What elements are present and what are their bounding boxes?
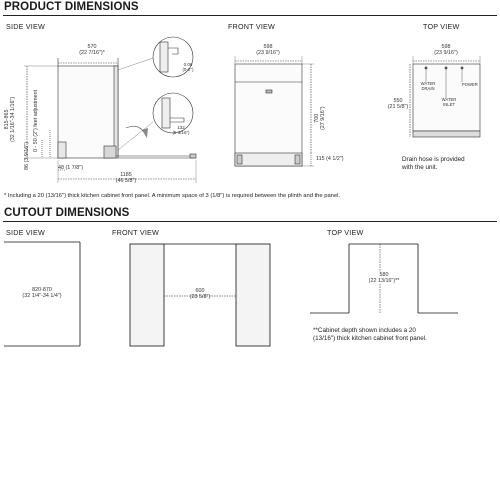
water-inlet-label: WATER INLET (441, 97, 457, 107)
side-depth-in: (22 7/16")* (79, 50, 105, 57)
top-depth-label (386, 98, 410, 110)
side-height-in: (32 1/16"-34 1/16") (10, 96, 17, 142)
drain-hose-note (402, 156, 465, 171)
door-swing-arrowhead (142, 128, 148, 138)
power-label: POWER (462, 82, 478, 87)
front-base-label: 115 (4 1/2") (316, 156, 344, 162)
cutout-top-view-label: TOP VIEW (327, 228, 364, 237)
product-side-view-label: SIDE VIEW (6, 22, 45, 31)
cutout-top-depth-label (362, 272, 406, 284)
top-door-panel (413, 131, 480, 137)
cutout-side-height-in: (32 1/4"-34 1/4") (22, 293, 62, 300)
front-plinth (235, 153, 302, 166)
cutout-top-depth-mm: 580 (379, 272, 389, 278)
side-cabinet-outline (58, 66, 118, 158)
detail-gap1-label (178, 62, 198, 72)
detail-gap1-mm: 0.08 (183, 62, 193, 67)
front-handle (266, 90, 272, 93)
side-door-handle (190, 154, 196, 158)
cutout-side-height-label (14, 287, 70, 299)
front-height-mm: 700 (314, 113, 320, 123)
front-width-mm: 598 (263, 44, 273, 50)
cabinet-note-line2: (13/16") thick kitchen cabinet front panel. (313, 334, 427, 342)
cutout-front-left-cabinet (130, 244, 164, 346)
drain-note-line1: Drain hose is provided (402, 156, 465, 163)
side-door-bottom-label: 48 (1 7/8") (58, 165, 83, 171)
front-cabinet-outline (235, 64, 302, 166)
product-footnote: * Including a 20 (13/16") thick kitchen cabinet front panel. A minimum space of 3 (1/8") is required between the plinth and the panel. (4, 193, 341, 199)
top-depth-in: (21 5/8") (387, 104, 409, 111)
front-height-in: (27 9/16") (320, 106, 327, 130)
side-height-label (4, 97, 16, 142)
side-plinth-label: 86 (3 9/16") (24, 142, 30, 170)
product-dimensions-title: PRODUCT DIMENSIONS (4, 1, 139, 13)
side-door-panel (114, 66, 118, 156)
cutout-front-width-label (180, 288, 220, 300)
cutout-dimensions-title: CUTOUT DIMENSIONS (4, 207, 130, 219)
detail-gap1-in: (0-2") (182, 67, 194, 72)
cutout-front-width-in: (23 5/8") (189, 294, 211, 301)
water-drain-label: WATER DRAIN (420, 81, 436, 91)
front-width-in: (23 9/16") (256, 50, 280, 57)
side-open-depth-in: (46 5/8") (115, 178, 137, 185)
side-view-drawing (24, 37, 196, 183)
drain-note-line2: with the unit. (402, 163, 438, 171)
side-feet (104, 146, 116, 158)
detail-gap2-mm: 132 (177, 125, 185, 130)
top-width-in: (23 9/16") (434, 50, 458, 57)
product-front-view-label: FRONT VIEW (228, 22, 275, 31)
cutout-front-view-label: FRONT VIEW (112, 228, 159, 237)
cutout-front-width-mm: 600 (195, 288, 205, 294)
side-height-mm: 815-865 (4, 109, 10, 130)
side-plinth (58, 142, 66, 158)
detail-gap2-in: (5 3/16") (172, 130, 190, 135)
cabinet-depth-note (313, 327, 427, 342)
cutout-front-right-cabinet (236, 244, 270, 346)
front-width-label (248, 44, 288, 56)
top-width-label (426, 44, 466, 56)
cutout-top-depth-in: (22 13/16")** (368, 278, 400, 285)
side-depth-label (72, 44, 112, 56)
top-width-mm: 598 (441, 44, 451, 50)
product-top-view-label: TOP VIEW (423, 22, 460, 31)
side-open-depth-label (106, 172, 146, 184)
side-feet-adjustment-label: 0 - 50 (2") feet adjustment (33, 89, 39, 152)
front-height-label (314, 107, 326, 131)
front-view-drawing (235, 56, 314, 166)
cutout-side-view-label: SIDE VIEW (6, 228, 45, 237)
side-open-depth-mm: 1185 (120, 172, 132, 178)
cutout-side-height-mm: 820-870 (32, 287, 52, 293)
side-depth-mm: 570 (87, 44, 97, 50)
top-depth-mm: 550 (393, 98, 403, 104)
detail-gap2-label (170, 125, 192, 135)
cabinet-note-line1: **Cabinet depth shown includes a 20 (313, 327, 416, 334)
